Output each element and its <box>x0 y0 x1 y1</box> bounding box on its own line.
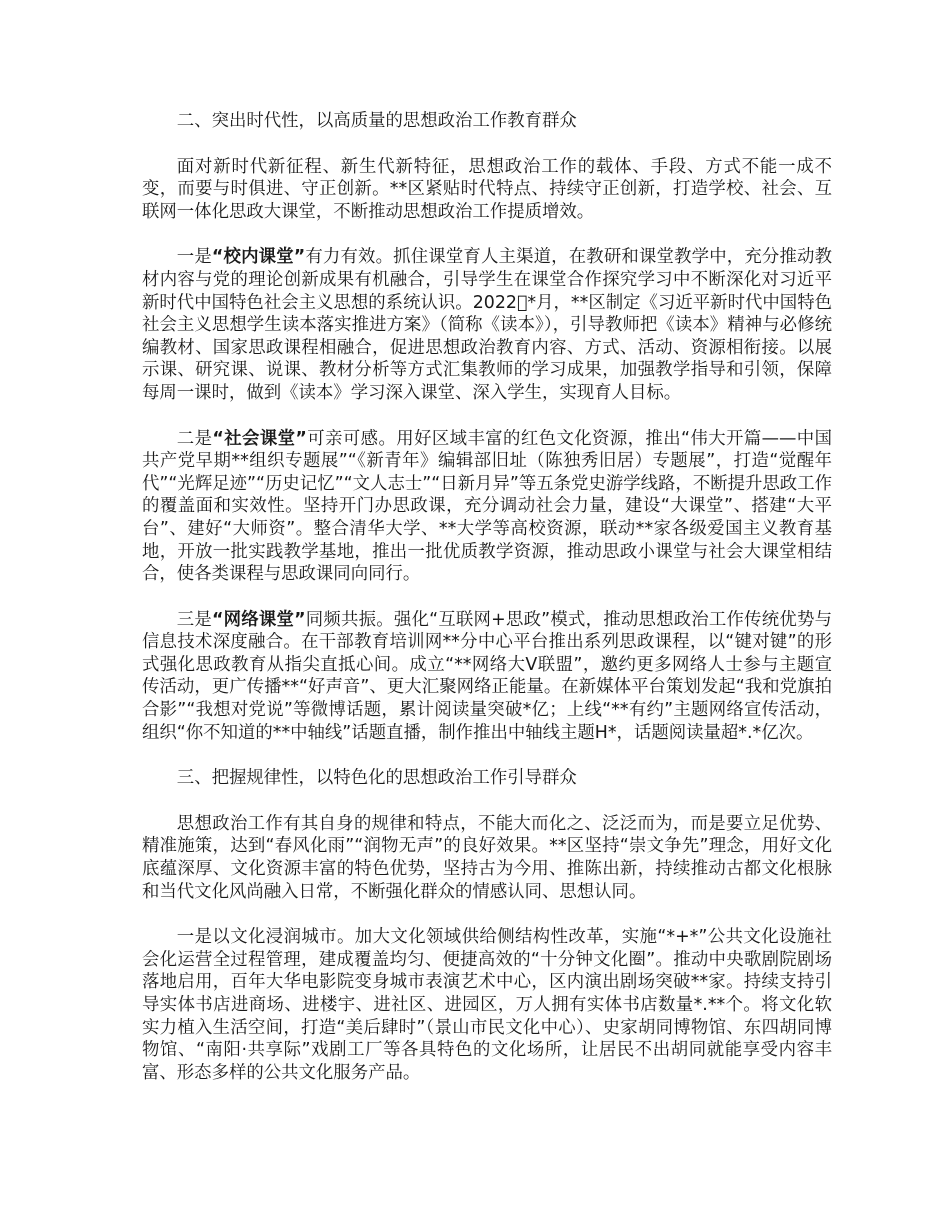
campus-classroom-paragraph <box>142 246 832 404</box>
section-heading-2: 二、突出时代性，以高质量的思想政治工作教育群众 <box>176 111 577 131</box>
social-classroom-paragraph <box>142 428 832 586</box>
paragraph-prefix: 二是 <box>176 428 213 449</box>
paragraph-prefix: 一是 <box>176 247 212 268</box>
paragraph-text: 可亲可感。用好区域丰富的红色文化资源，推出“伟大开篇——中国共产党早期**组织专题展”“《新青年》编辑部旧址（陈独秀旧居）专题展”，打造“觉醒年代”“光辉足迹”“历史记忆”“文人志士”“日新月异”等五条党史游学线路，不断提升思政工作的覆盖面和实效性。坚持开门办思政课，充分调动社会力量，建设“大课堂”、搭建“大平台”、建好“大师资”。整合清华大学、**大学等高校资源，联动**家各级爱国主义教育基地，开放一批实践教学基地，推出一批优质教学资源，推动思政小课堂与社会大课堂相结合，使各类课程与思政课同向同行。 <box>142 428 832 585</box>
paragraph-text: 同频共振。强化“互联网+思政”模式，推动思想政治工作传统优势与信息技术深度融合。在干部教育培训网**分中心平台推出系列思政课程，以“键对键”的形式强化思政教育从指尖直抵心间。成立“**网络大V联盟”，邀约更多网络人士参与主题宣传活动，更广传播**“好声音”、更大汇聚网络正能量。在新媒体平台策划发起“我和党旗拍合影”“我想对党说”等微博话题，累计阅读量突破*亿；上线“**有约”主题网络宣传活动，组织“你不知道的**中轴线”话题直播，制作推出中轴线主题H*，话题阅读量超*.*亿次。 <box>142 609 832 743</box>
section-heading-3: 三、把握规律性，以特色化的思想政治工作引导群众 <box>176 768 577 789</box>
paragraph-text: 有力有效。抓住课堂育人主渠道，在教研和课堂教学中，充分推动教材内容与党的理论创新成果有机融合，引导学生在课堂合作探究学习中不断深化对习近平新时代中国特色社会主义思想的系统认识。2022 *月，**区制定《习近平新时代中国特色社会主义思想学生读本落实推进方案》（简称《读本》），引导教师把《读本》精神与必修统编教材、国家思政课程相融合，促进思想政治教育内容、方式、活动、资源相衔接。以展示课、研究课、说课、教材分析等方式汇集教师的学习成果，加强教学指导和引领，保障每周一课时，做到《读本》学习深入课堂、深入学生，实现育人目标。 <box>142 247 832 403</box>
section-3-intro-paragraph: 思想政治工作有其自身的规律和特点，不能大而化之、泛泛而为，而是要立足优势、精准施策，达到“春风化雨”“润物无声”的良好效果。**区坚持“崇文争先”理念，用好文化底蕴深厚、文化资源丰富的特色优势，坚持古为今用、推陈出新，持续推动古都文化根脉和当代文化风尚融入日常，不断强化群众的情感认同、思想认同。 <box>142 813 832 902</box>
paragraph-prefix: 三是 <box>176 609 213 630</box>
paragraph-lead-title: “社会课堂” <box>212 428 307 449</box>
document-body <box>142 110 832 1107</box>
online-classroom-paragraph <box>142 609 832 745</box>
paragraph-lead-title: “校内课堂” <box>211 247 306 268</box>
culture-city-paragraph: 一是以文化浸润城市。加大文化领域供给侧结构性改革，实施“*+*”公共文化设施社会化运营全过程管理，建成覆盖均匀、便捷高效的“十分钟文化圈”。推动中央歌剧院剧场落地启用，百年大华电影院变身城市表演艺术中心，区内演出剧场突破**家。持续支持引导实体书店进商场、进楼宇、进社区、进园区，万人拥有实体书店数量*.**个。将文化软实力植入生活空间，打造“美后肆时”（景山市民文化中心）、史家胡同博物馆、东四胡同博物馆、“南阳·共享际”戏剧工厂等各具特色的文化场所，让居民不出胡同就能享受内容丰富、形态多样的公共文化服务产品。 <box>142 927 832 1083</box>
section-2-intro-paragraph: 面对新时代新征程、新生代新特征，思想政治工作的载体、手段、方式不能一成不变，而要与时俱进、守正创新。**区紧贴时代特点、持续守正创新，打造学校、社会、互联网一体化思政大课堂，不断推动思想政治工作提质增效。 <box>142 156 832 222</box>
paragraph-lead-title: “网络课堂” <box>212 609 306 630</box>
